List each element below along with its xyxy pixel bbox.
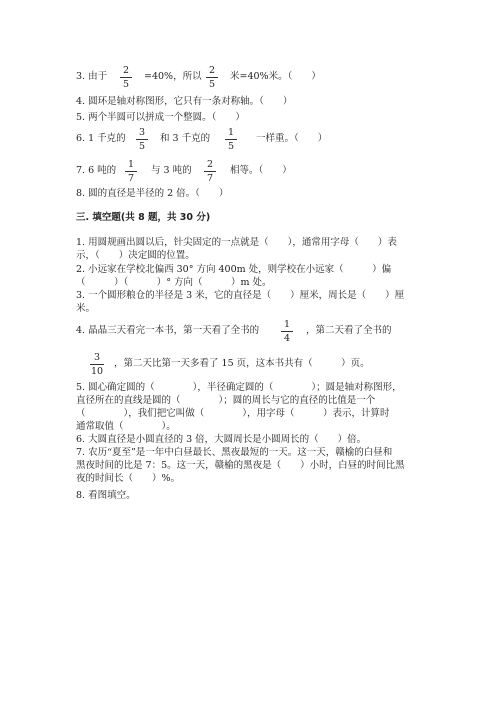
fill-q3-line2: 米。 <box>76 303 96 314</box>
judge-q6-prefix: 6. 1 千克的 <box>76 133 126 144</box>
fraction: 2 5 <box>119 65 133 90</box>
fill-q5-line1: 5. 圆心确定圆的（ ），半径确定圆的（ ）；圆是轴对称图形， <box>76 382 402 393</box>
judge-q3-middle: =40%，所以 <box>144 71 202 82</box>
fill-q8: 8. 看图填空。 <box>76 490 136 501</box>
fill-q1-line2: 示，（ ）决定圆的位置。 <box>76 250 195 261</box>
fill-q7-line1: 7. 农历“夏至”是一年中白昼最长、黑夜最短的一天。这一天，赣榆的白昼和 <box>76 447 393 458</box>
judge-q3-suffix: 米=40%米。（ ） <box>230 71 321 82</box>
fill-q4-prefix: 4. 晶晶三天看完一本书，第一天看了全书的 <box>76 325 260 336</box>
fraction: 2 5 <box>205 65 219 90</box>
fill-q5-line2: 直径所在的直线是圆的（ ）；圆的周长与它的直径的比值是一个 <box>76 395 376 406</box>
judge-q6-middle: 和 3 千克的 <box>160 133 211 144</box>
fill-q4-middle: ，第二天看了全书的 <box>306 325 392 336</box>
section-heading: 三. 填空题(共 8 题，共 30 分) <box>76 212 211 223</box>
judge-q7-suffix: 相等。（ ） <box>230 165 292 176</box>
fraction: 2 7 <box>203 159 217 184</box>
judge-q6-suffix: 一样重。（ ） <box>256 133 328 144</box>
judge-q7-middle: 与 3 吨的 <box>151 165 192 176</box>
fraction: 3 5 <box>135 127 149 152</box>
judge-q8: 8. 圆的直径是半径的 2 倍。（ ） <box>76 188 229 199</box>
fill-q2-line2: （ ）（ ）° 方向（ ）m 处。 <box>76 277 272 288</box>
fraction: 1 4 <box>280 319 294 344</box>
judge-q5: 5. 两个半圆可以拼成一个整圆。（ ） <box>76 112 245 123</box>
fraction: 1 5 <box>224 127 238 152</box>
judge-q4: 4. 圆环是轴对称图形，它只有一条对称轴。（ ） <box>76 96 293 107</box>
fill-q1-line1: 1. 用圆规画出圆以后，针尖固定的一点就是（ ），通常用字母（ ）表 <box>76 237 397 248</box>
judge-q7-prefix: 7. 6 吨的 <box>76 165 117 176</box>
fill-q7-line2: 黑夜时间的比是 7：5。这一天，赣榆的黑夜是（ ）小时，白昼的时间比黑 <box>76 460 405 471</box>
judge-q3-prefix: 3. 由于 <box>76 71 108 82</box>
fraction: 3 10 <box>90 352 104 377</box>
fill-q6: 6. 大圆直径是小圆直径的 3 倍，大圆周长是小圆周长的（ ）倍。 <box>76 434 367 445</box>
fill-q2-line1: 2. 小远家在学校北偏西 30° 方向 400m 处，则学校在小远家（ ）偏 <box>76 264 392 275</box>
fill-q3-line1: 3. 一个圆形粮仓的半径是 3 米，它的直径是（ ）厘米，周长是（ ）厘 <box>76 290 405 301</box>
fraction: 1 7 <box>124 159 138 184</box>
fill-q5-line4: 通常取值（ ）。 <box>76 421 176 432</box>
fill-q5-line3: （ ），我们把它叫做（ ），用字母（ ）表示，计算时 <box>76 408 390 419</box>
fill-q4-suffix: ，第二天比第一天多看了 15 页，这本书共有（ ）页。 <box>114 358 370 369</box>
fill-q7-line3: 夜的时间长（ ）%。 <box>76 473 181 484</box>
